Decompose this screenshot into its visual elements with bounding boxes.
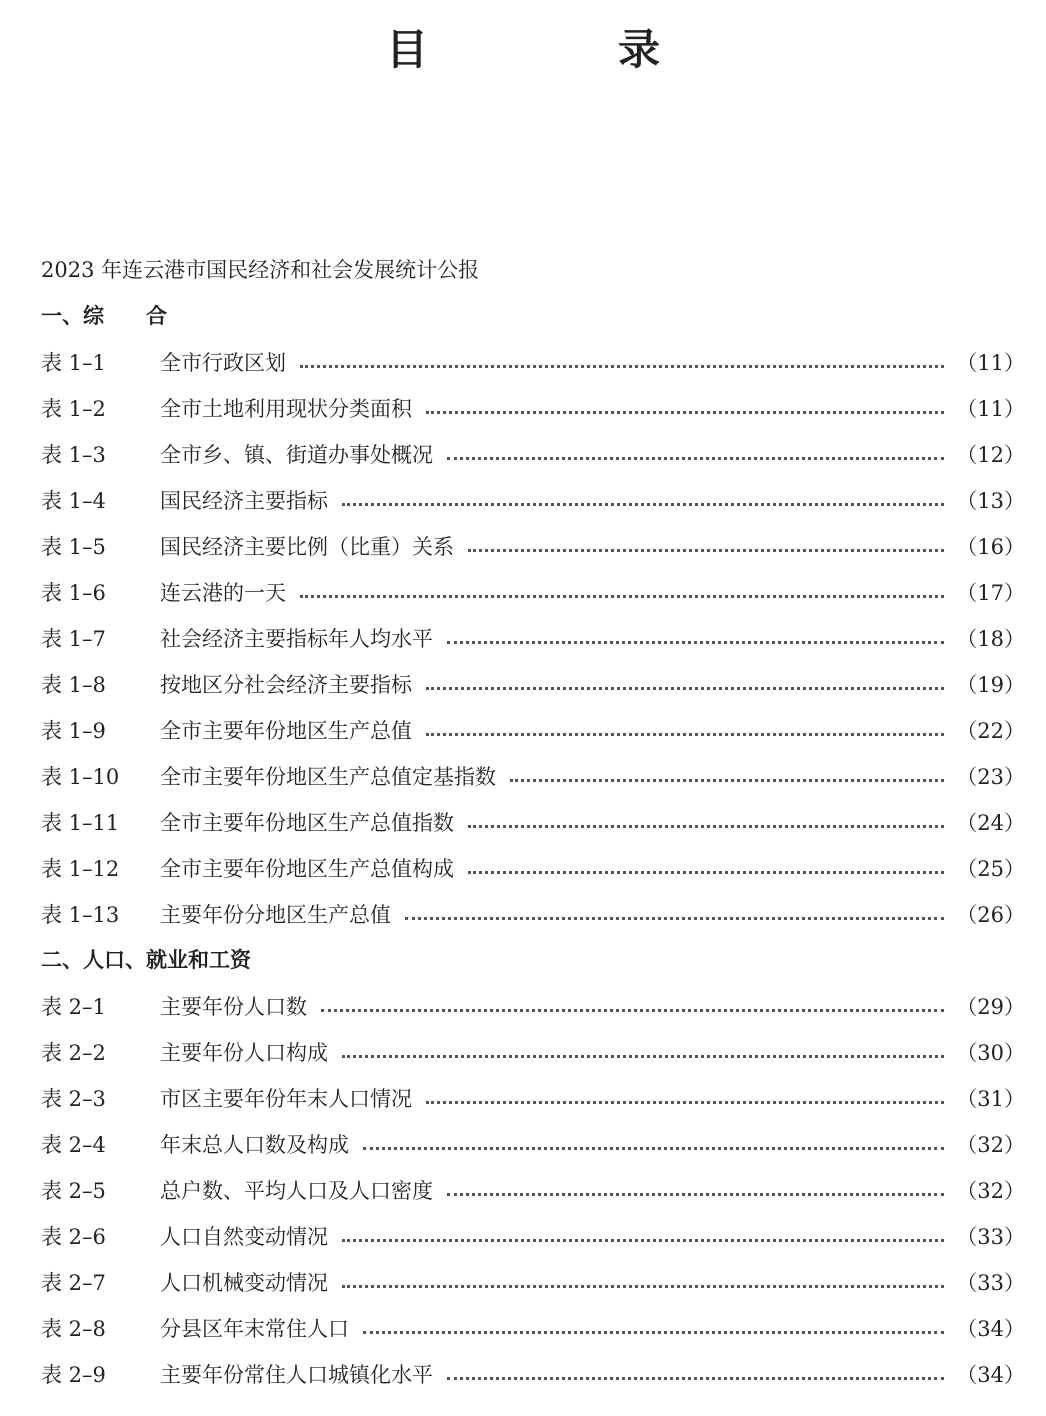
- toc-entry[interactable]: [41, 714, 1025, 746]
- table-code: 表 1–6: [41, 581, 106, 605]
- dot-leader: [405, 917, 944, 920]
- page-number: （11）: [956, 397, 1025, 421]
- toc-entry[interactable]: [41, 668, 1025, 700]
- page-number: （24）: [956, 811, 1025, 835]
- dot-leader: [468, 825, 944, 828]
- table-code: 表 1–5: [41, 535, 106, 559]
- dot-leader: [447, 1193, 944, 1196]
- toc-entry[interactable]: [41, 1036, 1025, 1068]
- dot-leader: [321, 1009, 944, 1012]
- dot-leader: [342, 503, 944, 506]
- table-name: 全市土地利用现状分类面积: [160, 397, 412, 421]
- toc-entry[interactable]: [41, 990, 1025, 1022]
- page-number: （19）: [956, 673, 1025, 697]
- dot-leader: [342, 1239, 944, 1242]
- report-title: 2023 年连云港市国民经济和社会发展统计公报: [41, 258, 480, 282]
- table-name: 人口机械变动情况: [160, 1271, 328, 1295]
- table-name: 分县区年末常住人口: [160, 1317, 349, 1341]
- table-code: 表 1–13: [41, 903, 120, 927]
- table-name: 年末总人口数及构成: [160, 1133, 349, 1157]
- page-number: （31）: [956, 1087, 1025, 1111]
- dot-leader: [300, 365, 944, 368]
- toc-entry[interactable]: [41, 622, 1025, 654]
- table-code: 表 1–7: [41, 627, 106, 651]
- toc-entry[interactable]: [41, 760, 1025, 792]
- table-code: 表 2–1: [41, 995, 106, 1019]
- table-code: 表 2–9: [41, 1363, 106, 1387]
- table-name: 总户数、平均人口及人口密度: [160, 1179, 433, 1203]
- toc-entry[interactable]: [41, 1312, 1025, 1344]
- table-code: 表 1–9: [41, 719, 106, 743]
- toc-entry[interactable]: [41, 1128, 1025, 1160]
- dot-leader: [468, 549, 944, 552]
- page-number: （32）: [956, 1133, 1025, 1157]
- dot-leader: [342, 1285, 944, 1288]
- page-number: （30）: [956, 1041, 1025, 1065]
- table-name: 全市乡、镇、街道办事处概况: [160, 443, 433, 467]
- toc-entry[interactable]: [41, 852, 1025, 884]
- table-code: 表 1–11: [41, 811, 120, 835]
- table-code: 表 2–5: [41, 1179, 106, 1203]
- toc-entry[interactable]: [41, 1266, 1025, 1298]
- page-number: （18）: [956, 627, 1025, 651]
- table-name: 国民经济主要指标: [160, 489, 328, 513]
- section-heading: 二、人口、就业和工资: [41, 948, 251, 972]
- dot-leader: [426, 1101, 944, 1104]
- page-number: （12）: [956, 443, 1025, 467]
- page-number: （11）: [956, 351, 1025, 375]
- page-number: （16）: [956, 535, 1025, 559]
- page-number: （26）: [956, 903, 1025, 927]
- dot-leader: [363, 1147, 944, 1150]
- table-name: 市区主要年份年末人口情况: [160, 1087, 412, 1111]
- page-number: （17）: [956, 581, 1025, 605]
- table-name: 社会经济主要指标年人均水平: [160, 627, 433, 651]
- toc-entry[interactable]: [41, 438, 1025, 470]
- dot-leader: [447, 1377, 944, 1380]
- table-code: 表 1–8: [41, 673, 106, 697]
- table-code: 表 1–2: [41, 397, 106, 421]
- table-name: 主要年份人口数: [160, 995, 307, 1019]
- dot-leader: [468, 871, 944, 874]
- page-number: （34）: [956, 1363, 1025, 1387]
- page-number: （32）: [956, 1179, 1025, 1203]
- table-code: 表 1–12: [41, 857, 120, 881]
- dot-leader: [342, 1055, 944, 1058]
- table-code: 表 2–3: [41, 1087, 106, 1111]
- table-code: 表 1–3: [41, 443, 106, 467]
- dot-leader: [426, 687, 944, 690]
- page-number: （34）: [956, 1317, 1025, 1341]
- toc-entry[interactable]: [41, 1174, 1025, 1206]
- toc-entry[interactable]: [41, 806, 1025, 838]
- page-title: 目 录: [385, 25, 734, 74]
- toc-entry[interactable]: [41, 1358, 1025, 1390]
- page-number: （22）: [956, 719, 1025, 743]
- page-number: （33）: [956, 1225, 1025, 1249]
- dot-leader: [510, 779, 944, 782]
- page-number: （29）: [956, 995, 1025, 1019]
- table-name: 主要年份人口构成: [160, 1041, 328, 1065]
- table-name: 国民经济主要比例（比重）关系: [160, 535, 454, 559]
- table-name: 主要年份常住人口城镇化水平: [160, 1363, 433, 1387]
- table-name: 人口自然变动情况: [160, 1225, 328, 1249]
- toc-entry[interactable]: [41, 346, 1025, 378]
- toc-entry[interactable]: [41, 530, 1025, 562]
- dot-leader: [447, 457, 944, 460]
- toc-entry[interactable]: [41, 576, 1025, 608]
- table-code: 表 2–8: [41, 1317, 106, 1341]
- table-code: 表 1–4: [41, 489, 106, 513]
- toc-entry[interactable]: [41, 898, 1025, 930]
- page-number: （13）: [956, 489, 1025, 513]
- page-number: （25）: [956, 857, 1025, 881]
- table-name: 全市主要年份地区生产总值构成: [160, 857, 454, 881]
- dot-leader: [426, 733, 944, 736]
- table-code: 表 1–1: [41, 351, 106, 375]
- toc-entry[interactable]: [41, 1082, 1025, 1114]
- page-number: （23）: [956, 765, 1025, 789]
- toc-entry[interactable]: [41, 392, 1025, 424]
- table-code: 表 2–2: [41, 1041, 106, 1065]
- section-heading: 一、综 合: [41, 304, 167, 328]
- table-name: 连云港的一天: [160, 581, 286, 605]
- table-code: 表 2–6: [41, 1225, 106, 1249]
- table-name: 全市主要年份地区生产总值定基指数: [160, 765, 496, 789]
- dot-leader: [447, 641, 944, 644]
- table-name: 按地区分社会经济主要指标: [160, 673, 412, 697]
- table-name: 全市主要年份地区生产总值: [160, 719, 412, 743]
- table-name: 主要年份分地区生产总值: [160, 903, 391, 927]
- table-code: 表 1–10: [41, 765, 120, 789]
- dot-leader: [363, 1331, 944, 1334]
- table-name: 全市主要年份地区生产总值指数: [160, 811, 454, 835]
- page-number: （33）: [956, 1271, 1025, 1295]
- dot-leader: [426, 411, 944, 414]
- dot-leader: [300, 595, 944, 598]
- table-code: 表 2–4: [41, 1133, 106, 1157]
- toc-entry[interactable]: [41, 1220, 1025, 1252]
- toc-entry[interactable]: [41, 484, 1025, 516]
- table-name: 全市行政区划: [160, 351, 286, 375]
- table-code: 表 2–7: [41, 1271, 106, 1295]
